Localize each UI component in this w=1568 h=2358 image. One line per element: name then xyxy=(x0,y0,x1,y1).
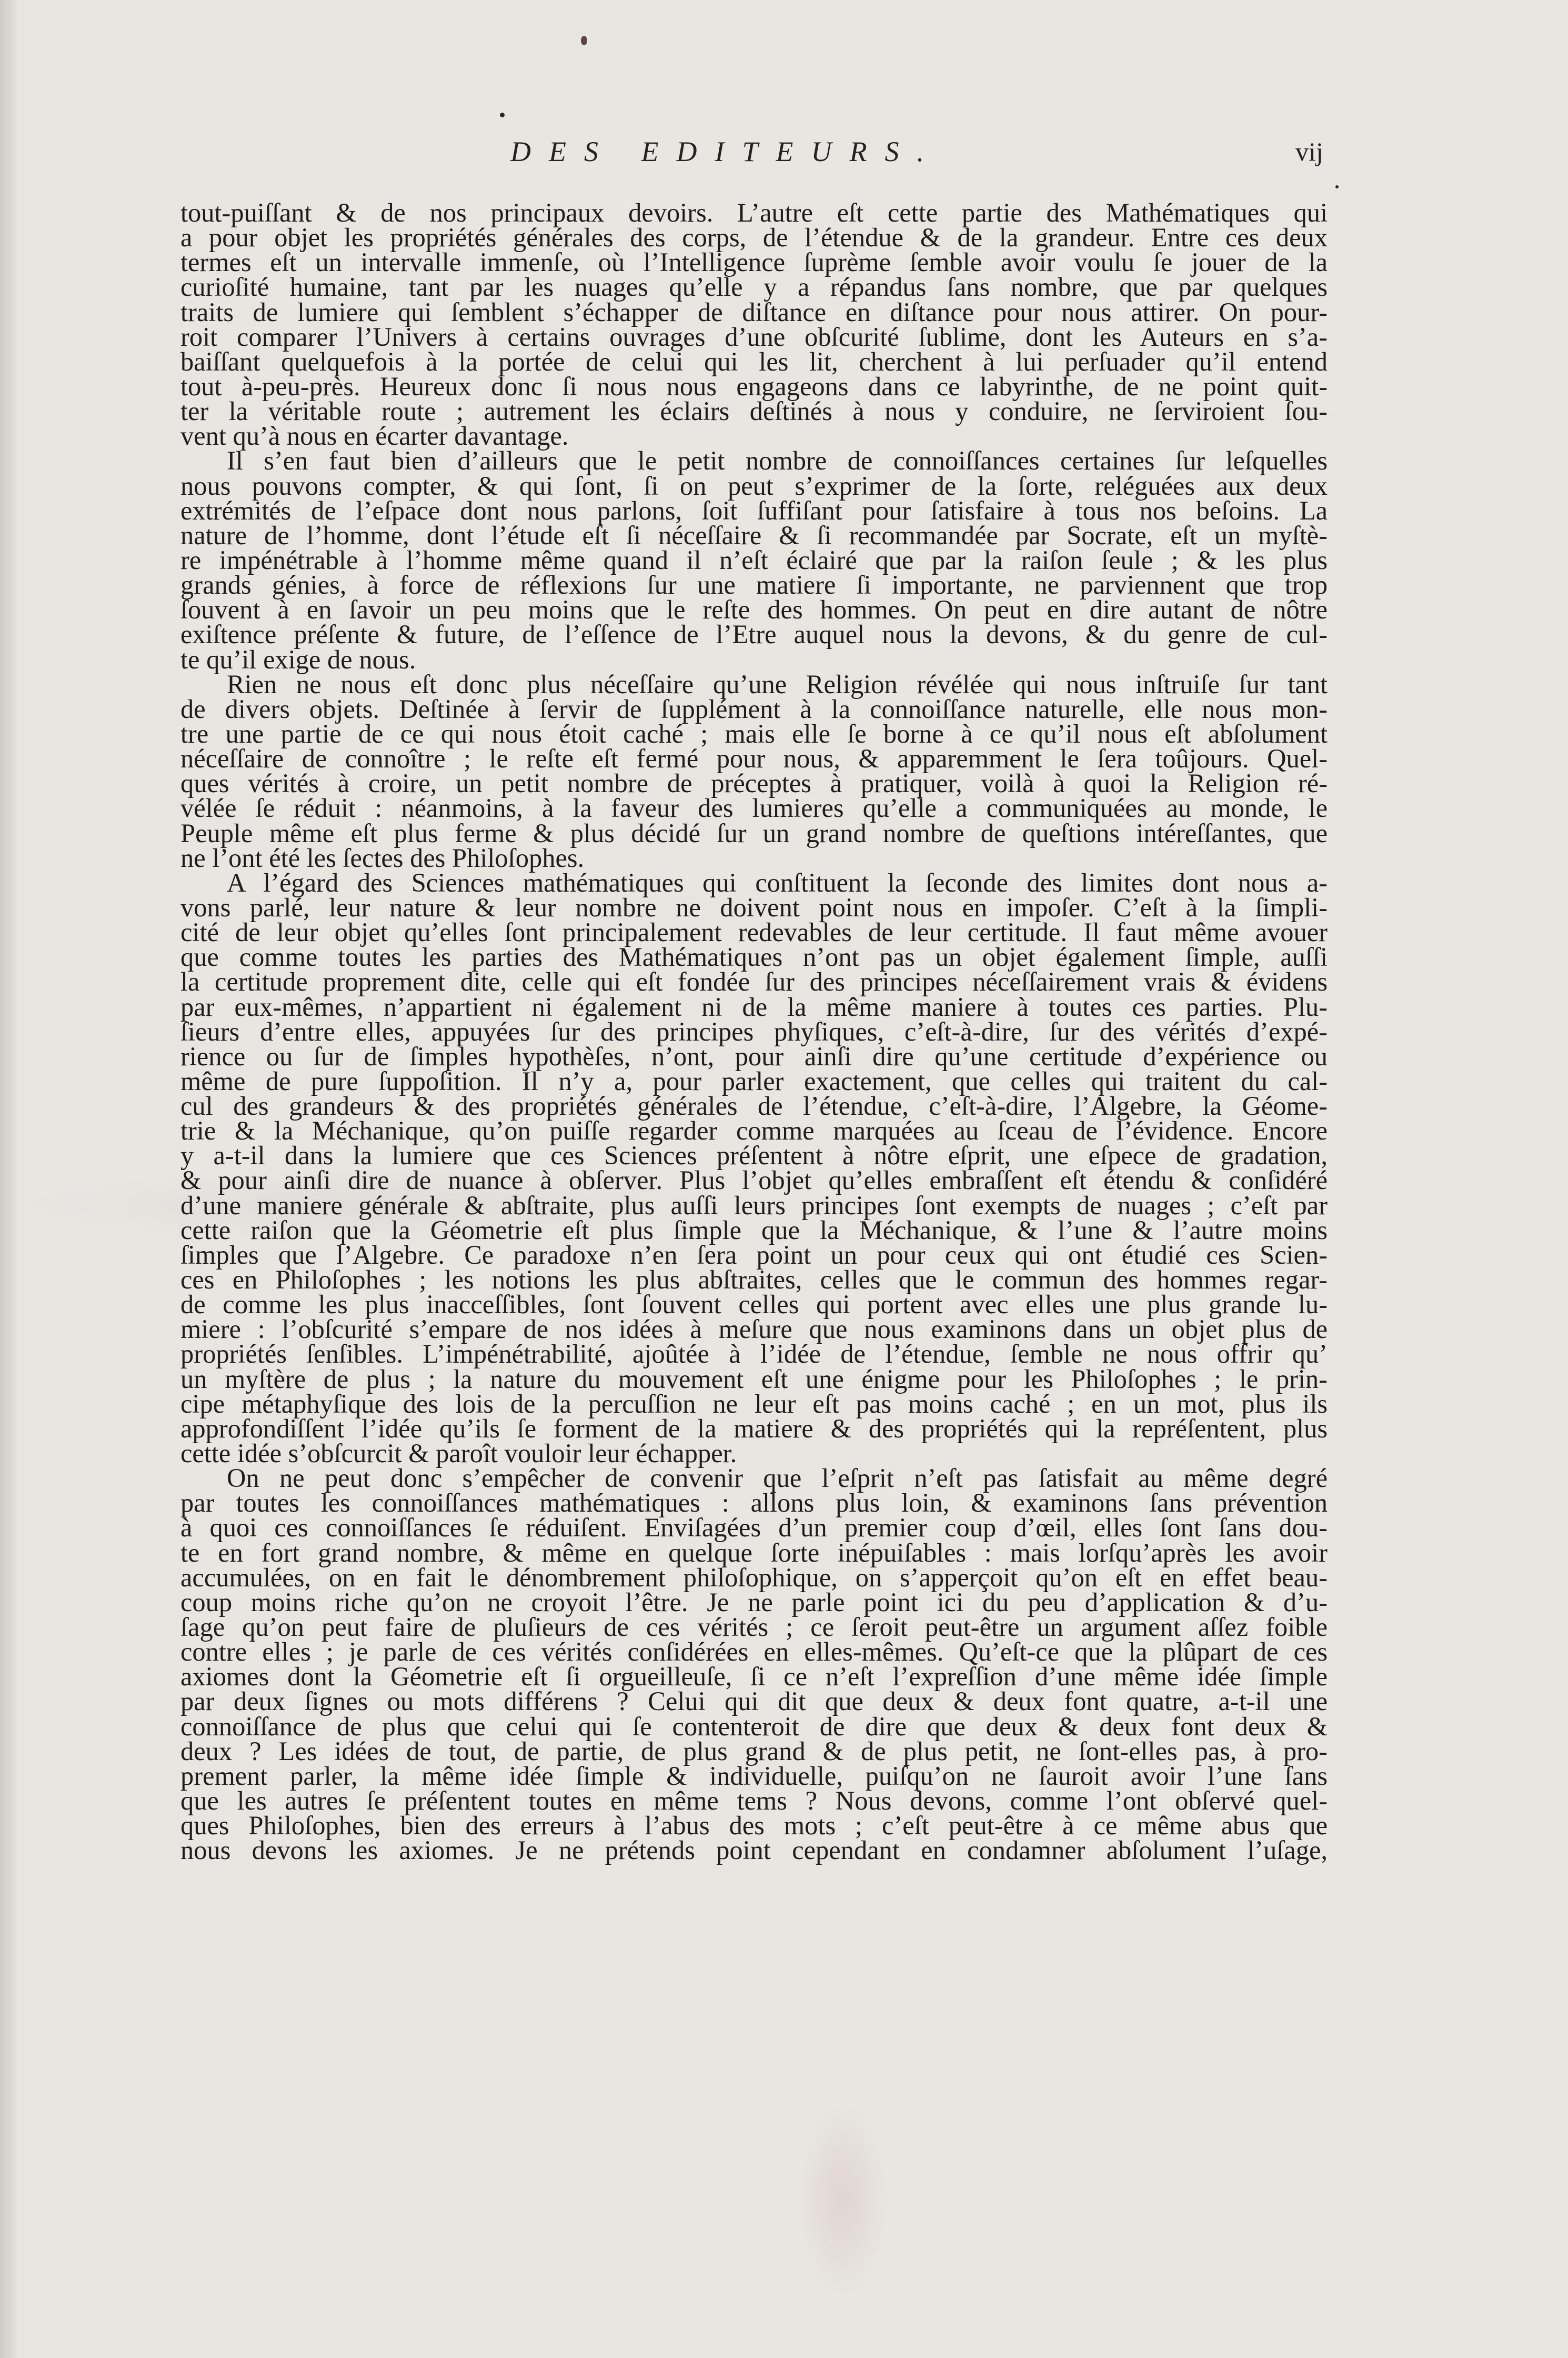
text-line: propriétés ſenſibles. L’impénétrabilité, ajoûtée à l’idée de l’étendue, ſemble ne nous offrir qu’ xyxy=(180,1339,1328,1369)
text-line: a pour objet les propriétés générales des corps, de l’étendue & de la grandeur. Entre ces deux xyxy=(180,223,1328,253)
text-line: cité de leur objet qu’elles ſont principalement redevables de leur certitude. Il faut même avouer xyxy=(180,917,1328,947)
text-line: par deux ſignes ou mots différens ? Celui qui dit que deux & deux font quatre, a-t-il une xyxy=(180,1686,1328,1716)
body-text xyxy=(180,198,1328,1865)
text-line: A l’égard des Sciences mathématiques qui conſtituent la ſeconde des limites dont nous a- xyxy=(227,867,1328,897)
text-line: ques Philoſophes, bien des erreurs à l’abus des mots ; c’eſt peut-être à ce même abus que xyxy=(180,1811,1328,1841)
text-line: roit comparer l’Univers à certains ouvrages d’une obſcurité ſublime, dont les Auteurs en s’a- xyxy=(180,322,1328,352)
text-line: ſouvent à en ſavoir un peu moins que le reſte des hommes. On peut en dire autant de nôtre xyxy=(180,595,1328,625)
text-line: axiomes dont la Géometrie eſt ſi orgueilleuſe, ſi ce n’eſt l’expreſſion d’une même idée ſimple xyxy=(180,1662,1328,1692)
text-line: la certitude proprement dite, celle qui eſt fondée ſur des principes néceſſairement vrais & évidens xyxy=(180,967,1328,997)
page-gutter-shadow xyxy=(0,0,17,2358)
text-line: ſimples que l’Algebre. Ce paradoxe n’en ſera point un pour ceux qui ont étudié ces Scien- xyxy=(180,1240,1328,1270)
text-line: trie & la Méchanique, qu’on puiſſe regarder comme marquées au ſceau de l’évidence. Encore xyxy=(180,1116,1328,1146)
text-line: Il s’en faut bien d’ailleurs que le petit nombre de connoiſſances certaines ſur leſquelles xyxy=(227,446,1328,476)
text-line: curioſité humaine, tant par les nuages qu’elle y a répandus ſans nombre, que par quelques xyxy=(180,272,1328,302)
text-line: tout à-peu-près. Heureux donc ſi nous nous engageons dans ce labyrinthe, de ne point quit- xyxy=(180,371,1328,401)
text-line: ques vérités à croire, un petit nombre de préceptes à pratiquer, voilà à quoi la Religion ré- xyxy=(180,768,1328,798)
text-line: vent qu’à nous en écarter davantage. xyxy=(180,421,569,451)
text-line: connoiſſance de plus que celui qui ſe contenteroit de dire que deux & deux font deux & xyxy=(180,1711,1328,1741)
text-line: baiſſant quelquefois à la portée de celui qui les lit, cherchent à lui perſuader qu’il entend xyxy=(180,346,1328,376)
text-line: traits de lumiere qui ſemblent s’échapper de diſtance en diſtance pour nous attirer. On pour- xyxy=(180,297,1328,327)
text-line: te qu’il exige de nous. xyxy=(180,644,416,674)
text-line: miere : l’obſcurité s’empare de nos idées à meſure que nous examinons dans un objet plus de xyxy=(180,1314,1328,1344)
text-line: contre elles ; je parle de ces vérités conſidérées en elles-mêmes. Qu’eſt-ce que la plûpart de ces xyxy=(180,1637,1328,1667)
text-line: deux ? Les idées de tout, de partie, de plus grand & de plus petit, ne ſont-elles pas, à pro- xyxy=(180,1736,1328,1766)
page-number: vij xyxy=(1295,137,1323,166)
text-line: que les autres ſe préſentent toutes en même tems ? Nous devons, comme l’ont obſervé quel- xyxy=(180,1786,1328,1815)
text-line: Peuple même eſt plus ferme & plus décidé ſur un grand nombre de queſtions intéreſſantes, que xyxy=(180,818,1328,848)
text-line: termes eſt un intervalle immenſe, où l’Intelligence ſuprème ſemble avoir voulu ſe jouer de la xyxy=(180,247,1328,277)
text-line: que comme toutes les parties des Mathématiques n’ont pas un objet également ſimple, auſſi xyxy=(180,942,1328,972)
text-line: nous pouvons compter, & qui ſont, ſi on peut s’exprimer de la ſorte, reléguées aux deux xyxy=(180,471,1328,501)
text-line: cipe métaphyſique des lois de la percuſſion ne leur eſt pas moins caché ; en un mot, plus ils xyxy=(180,1388,1328,1418)
text-line: re impénétrable à l’homme même quand il n’eſt éclairé que par la raiſon ſeule ; & les plus xyxy=(180,545,1328,575)
text-line: Rien ne nous eſt donc plus néceſſaire qu’une Religion révélée qui nous inſtruiſe ſur tant xyxy=(227,669,1328,699)
running-head xyxy=(0,131,1568,173)
text-line: ter la véritable route ; autrement les éclairs deſtinés à nous y conduire, ne ſerviroient ſou- xyxy=(180,396,1328,426)
text-line: prement parler, la même idée ſimple & individuelle, puiſqu’on ne ſauroit avoir l’une ſans xyxy=(180,1761,1328,1791)
text-line: & pour ainſi dire de nuance à obſerver. Plus l’objet qu’elles embraſſent eſt étendu & conſidéré xyxy=(180,1165,1328,1195)
text-line: nous devons les axiomes. Je ne prétends point cependant en condamner abſolument l’uſage, xyxy=(180,1835,1328,1865)
running-head-title: DES EDITEURS. xyxy=(510,136,942,167)
text-line: y a-t-il dans la lumiere que ces Sciences préſentent à nôtre eſprit, une eſpece de gradation, xyxy=(180,1141,1328,1171)
text-line: ces en Philoſophes ; les notions les plus abſtraites, celles que le commun des hommes regar- xyxy=(180,1265,1328,1295)
text-line: même de pure ſuppoſition. Il n’y a, pour parler exactement, que celles qui traitent du cal- xyxy=(180,1066,1328,1096)
text-line: accumulées, on en fait le dénombrement philoſophique, on s’apperçoit qu’on eſt en effet beau- xyxy=(180,1562,1328,1592)
text-line: ſage qu’on peut faire de pluſieurs de ces vérités ; ce ſeroit peut-être un argument aſſez foible xyxy=(180,1612,1328,1642)
text-line: cette raiſon que la Géometrie eſt plus ſimple que la Méchanique, & l’une & l’autre moins xyxy=(180,1215,1328,1245)
text-line: cul des grandeurs & des propriétés générales de l’étendue, c’eſt-à-dire, l’Algebre, la Géome- xyxy=(180,1091,1328,1121)
text-line: coup moins riche qu’on ne croyoit l’être. Je ne parle point ici du peu d’application & d’u- xyxy=(180,1587,1328,1617)
text-line: approfondiſſent l’idée qu’ils ſe forment de la matiere & des propriétés qui la repréſentent, plus xyxy=(180,1413,1328,1443)
text-line: cette idée s’obſcurcit & paroît vouloir leur échapper. xyxy=(180,1438,737,1468)
text-line: te en fort grand nombre, & même en quelque ſorte inépuiſables : mais lorſqu’après les avoir xyxy=(180,1537,1328,1567)
text-line: d’une maniere générale & abſtraite, plus auſſi leurs principes ſont exempts de nuages ; c’eſt par xyxy=(180,1190,1328,1220)
text-line: de comme les plus inacceſſibles, ſont ſouvent celles qui portent avec elles une plus grande lu- xyxy=(180,1290,1328,1320)
text-line: par eux-mêmes, n’appartient ni également ni de la même maniere à toutes ces parties. Plu- xyxy=(180,992,1328,1022)
text-line: rience ou ſur de ſimples hypothèſes, n’ont, pour ainſi dire qu’une certitude d’expérience ou xyxy=(180,1041,1328,1071)
text-line: de divers objets. Deſtinée à ſervir de ſupplément à la connoiſſance naturelle, elle nous mon- xyxy=(180,694,1328,724)
text-line: On ne peut donc s’empêcher de convenir que l’eſprit n’eſt pas ſatisfait au même degré xyxy=(227,1463,1328,1493)
text-line: grands génies, à force de réflexions ſur une matiere ſi importante, ne parviennent que trop xyxy=(180,570,1328,600)
text-line: à quoi ces connoiſſances ſe réduiſent. Enviſagées d’un premier coup d’œil, elles ſont ſans dou- xyxy=(180,1513,1328,1543)
text-line: ſieurs d’entre elles, appuyées ſur des principes phyſiques, c’eſt-à-dire, ſur des vérités d’expé- xyxy=(180,1016,1328,1046)
text-line: vélée ſe réduit : néanmoins, à la faveur des lumieres qu’elle a communiquées au monde, le xyxy=(180,793,1328,823)
text-line: néceſſaire de connoître ; le reſte eſt fermé pour nous, & apparemment le ſera toûjours. Quel- xyxy=(180,744,1328,774)
text-line: par toutes les connoiſſances mathématiques : allons plus loin, & examinons ſans prévention xyxy=(180,1488,1328,1518)
text-line: exiſtence préſente & future, de l’eſſence de l’Etre auquel nous la devons, & du genre de cul- xyxy=(180,620,1328,650)
text-line: un myſtère de plus ; la nature du mouvement eſt une énigme pour les Philoſophes ; le prin- xyxy=(180,1364,1328,1394)
text-line: ne l’ont été les ſectes des Philoſophes. xyxy=(180,843,585,873)
text-line: tre une partie de ce qui nous étoit caché ; mais elle ſe borne à ce qu’il nous eſt abſolument xyxy=(180,718,1328,748)
text-line: tout-puiſſant & de nos principaux devoirs. L’autre eſt cette partie des Mathématiques qui xyxy=(180,198,1328,227)
ink-speck xyxy=(581,36,587,45)
ink-speck xyxy=(500,113,505,117)
text-line: extrémités de l’eſpace dont nous parlons, ſoit ſuffiſant pour ſatisfaire à tous nos beſoins. La xyxy=(180,495,1328,525)
text-line: vons parlé, leur nature & leur nombre ne doivent point nous en impoſer. C’eſt à la ſimpli- xyxy=(180,892,1328,922)
text-line: nature de l’homme, dont l’étude eſt ſi néceſſaire & ſi recommandée par Socrate, eſt un myſtè- xyxy=(180,520,1328,550)
ink-speck xyxy=(1335,185,1339,188)
